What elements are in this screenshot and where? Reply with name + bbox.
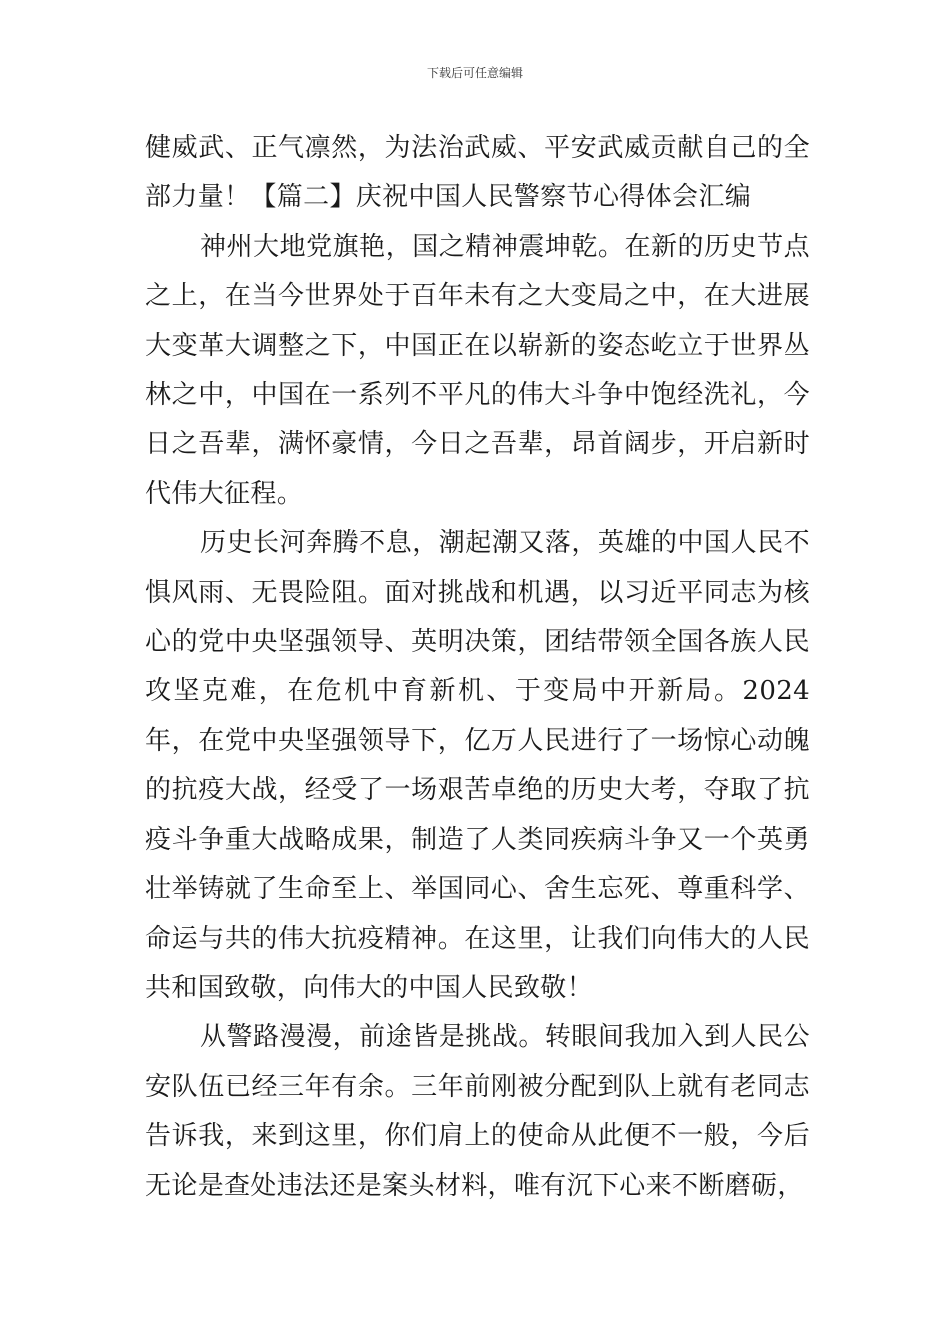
- paragraph-2: 神州大地党旗艳，国之精神震坤乾。在新的历史节点之上，在当今世界处于百年未有之大变局之中，在大进展大变革大调整之下，中国正在以崭新的姿态屹立于世界丛林之中，中国在一系列不平凡的伟大斗争中饱经洗礼，今日之吾辈，满怀豪情，今日之吾辈，昂首阔步，开启新时代伟大征程。: [145, 231, 810, 509]
- paragraph-1: 健威武、正气凛然，为法治武威、平安武威贡献自己的全部力量！【篇二】庆祝中国人民警察节心得体会汇编: [145, 133, 810, 213]
- paragraph-3: 历史长河奔腾不息，潮起潮又落，英雄的中国人民不惧风雨、无畏险阻。面对挑战和机遇，以习近平同志为核心的党中央坚强领导、英明决策，团结带领全国各族人民攻坚克难，在危机中育新机、于变局中开新局。2024年，在党中央坚强领导下，亿万人民进行了一场惊心动魄的抗疫大战，经受了一场艰苦卓绝的历史大考，夺取了抗疫斗争重大战略成果，制造了人类同疾病斗争又一个英勇壮举铸就了生命至上、举国同心、舍生忘死、尊重科学、命运与共的伟大抗疫精神。在这里，让我们向伟大的人民共和国致敬，向伟大的中国人民致敬！: [145, 528, 810, 1003]
- page-header: 下载后可任意编辑: [426, 66, 523, 80]
- paragraph-4: 从警路漫漫，前途皆是挑战。转眼间我加入到人民公安队伍已经三年有余。三年前刚被分配到队上就有老同志告诉我，来到这里，你们肩上的使命从此便不一般，今后无论是查处违法还是案头材料，唯有沉下心来不断磨砺，: [145, 1022, 810, 1201]
- document-body: [145, 124, 810, 1211]
